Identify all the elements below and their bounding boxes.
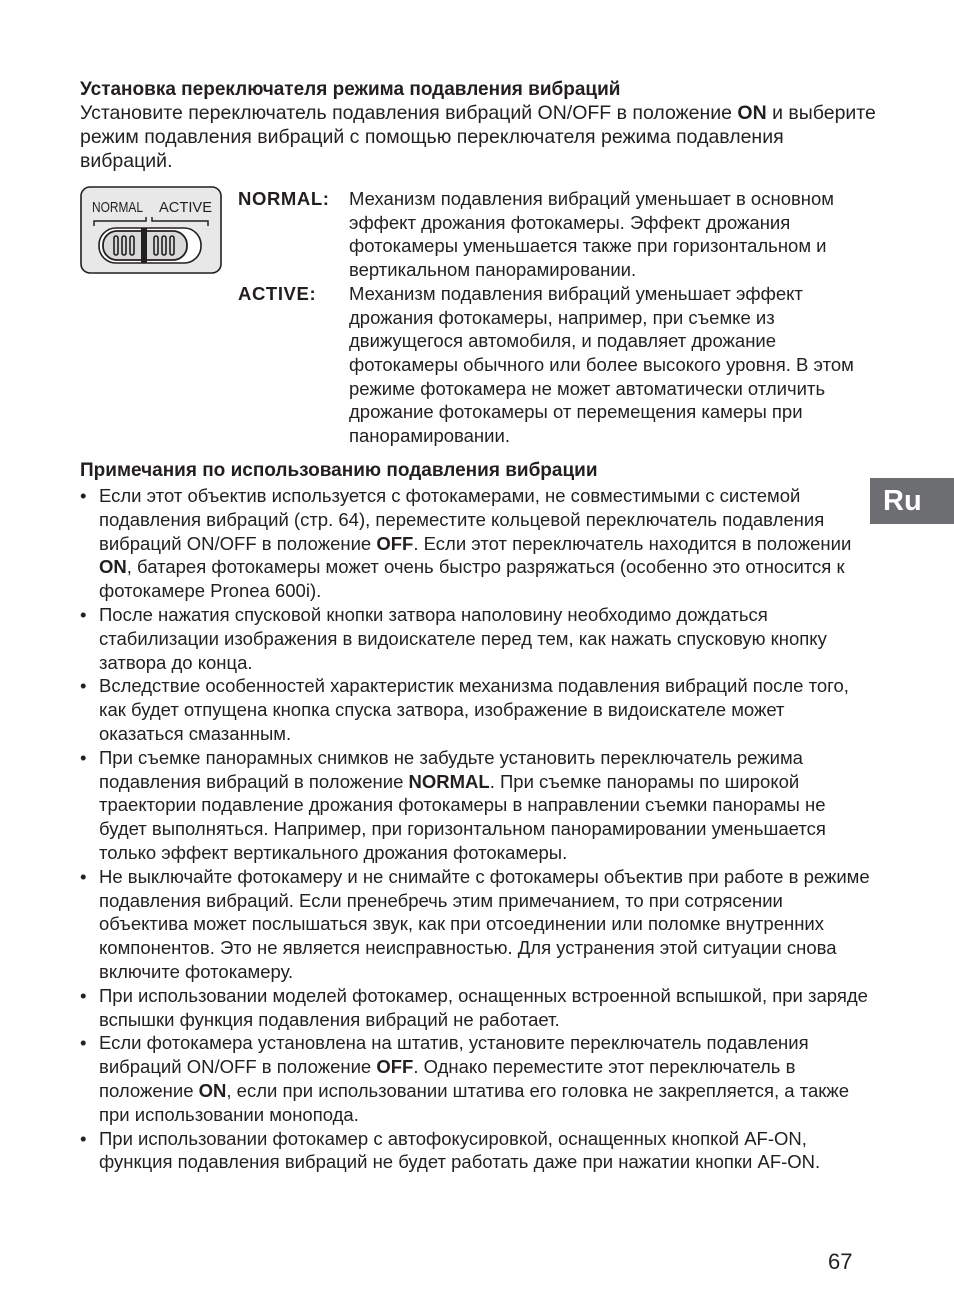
text-run: При использовании моделей фотокамер, оснащенных встроенной вспышкой, при заряде вспышки функция подавления вибраций не работает. xyxy=(99,984,868,1030)
emphasis-text: ON xyxy=(99,556,127,578)
notes-list xyxy=(80,484,870,1174)
note-item xyxy=(80,1127,870,1175)
note-item xyxy=(80,746,870,865)
vr-mode-switch-illustration xyxy=(80,186,222,274)
mode-text: Механизм подавления вибраций уменьшает в основном эффект дрожания фотокамеры. Эффект дрожания фотокамеры уменьшается также при горизонтальном и вертикальном панорамировании. xyxy=(349,188,835,281)
mode-label: NORMAL: xyxy=(238,188,330,209)
note-item xyxy=(80,603,870,674)
note-item xyxy=(80,984,870,1032)
mode-descriptions xyxy=(238,187,868,448)
note-item xyxy=(80,484,870,603)
text-run: и выберите режим подавления вибраций с помощью переключателя режима подавления вибраций. xyxy=(80,102,876,172)
section-body xyxy=(80,101,880,173)
mode-label: ACTIVE: xyxy=(238,282,317,304)
emphasis-text: ON xyxy=(198,1079,227,1101)
section-vr-notes xyxy=(80,459,870,1174)
text-run: Установите переключатель подавления вибраций ON/OFF в положение xyxy=(80,102,738,124)
note-item xyxy=(80,865,870,984)
switch-label-active: ACTIVE xyxy=(159,199,212,216)
emphasis-text: ON xyxy=(737,102,767,124)
note-item xyxy=(80,1031,870,1126)
text-run: Если фотокамера установлена на штатив, установите переключатель подавления вибраций ON/OFF в положение xyxy=(99,1032,809,1078)
text-run: . Однако переместите этот переключатель в положение xyxy=(99,1056,796,1101)
text-run: Не выключайте фотокамеру и не снимайте с фотокамеры объектив при работе в режиме подавления вибраций. Если пренебречь этим примечанием, то при сотрясении объектива может послышаться звук, как при отсоединении или поломке внутренних компонентов. Это не является неисправностью. Для устранения этой ситуации снова включите фотокамеру. xyxy=(99,865,870,982)
switch-center-marker xyxy=(141,228,147,263)
section-vr-switch-setup xyxy=(80,78,880,173)
text-run: Вследствие особенностей характеристик механизма подавления вибраций после того, как будет отпущена кнопка спуска затвора, изображение в видоискателе может оказаться смазанным. xyxy=(99,675,849,744)
text-run: . При съемке панорамы по широкой траектории подавление дрожания фотокамеры в направлении съемки панорамы не будет выполняться. Например, при горизонтальном панорамировании уменьшается только эффект вертикального дрожания фотокамеры. xyxy=(99,770,826,863)
text-run: . Если этот переключатель находится в положении xyxy=(413,532,852,554)
text-run: После нажатия спусковой кнопки затвора наполовину необходимо дождаться стабилизации изображения в видоискателе перед тем, как нажать спусковую кнопку затвора до конца. xyxy=(99,603,827,673)
bullet: • xyxy=(80,675,87,697)
section-heading: Установка переключателя режима подавления вибраций xyxy=(80,79,621,100)
emphasis-text: OFF xyxy=(376,1056,414,1078)
emphasis-text: OFF xyxy=(376,532,414,554)
bullet: • xyxy=(80,1127,87,1149)
note-item xyxy=(80,674,870,745)
text-run: При использовании фотокамер с автофокусировкой, оснащенных кнопкой AF-ON, функция подавления вибраций не будет работать даже при нажатии кнопки AF-ON. xyxy=(99,1127,821,1173)
bullet: • xyxy=(80,865,87,887)
bullet: • xyxy=(80,984,87,1006)
emphasis-text: NORMAL xyxy=(408,770,490,792)
text-run: , если при использовании штатива его головка не закрепляется, а также при использовании монопода. xyxy=(99,1079,849,1125)
bullet: • xyxy=(80,746,87,768)
text-run: , батарея фотокамеры может очень быстро разряжаться (особенно это относится к фотокамере Pronea 600i). xyxy=(99,556,845,602)
mode-text: Механизм подавления вибраций уменьшает эффект дрожания фотокамеры, например, при съемке из движущегося автомобиля, и подавляет дрожание фотокамеры обычного или более высокого уровня. В этом режиме фотокамера не может автоматически отличить дрожание фотокамеры от перемещения камеры при панорамировании. xyxy=(349,282,854,447)
bullet: • xyxy=(80,485,87,506)
bullet: • xyxy=(80,603,87,625)
text-run: При съемке панорамных снимков не забудьте установить переключатель режима подавления вибраций в положение xyxy=(99,746,803,792)
mode-active xyxy=(238,282,868,448)
section-heading: Примечания по использованию подавления вибрации xyxy=(80,460,598,481)
text-run: Если этот объектив используется с фотокамерами, не совместимыми с системой подавления вибраций (стр. 64), переместите кольцевой переключатель подавления вибраций ON/OFF в положение xyxy=(99,485,825,554)
mode-normal xyxy=(238,187,868,282)
language-tab: Ru xyxy=(870,478,954,524)
bullet: • xyxy=(80,1032,87,1054)
page-number: 67 xyxy=(828,1249,853,1274)
switch-label-normal: NORMAL xyxy=(92,199,143,216)
